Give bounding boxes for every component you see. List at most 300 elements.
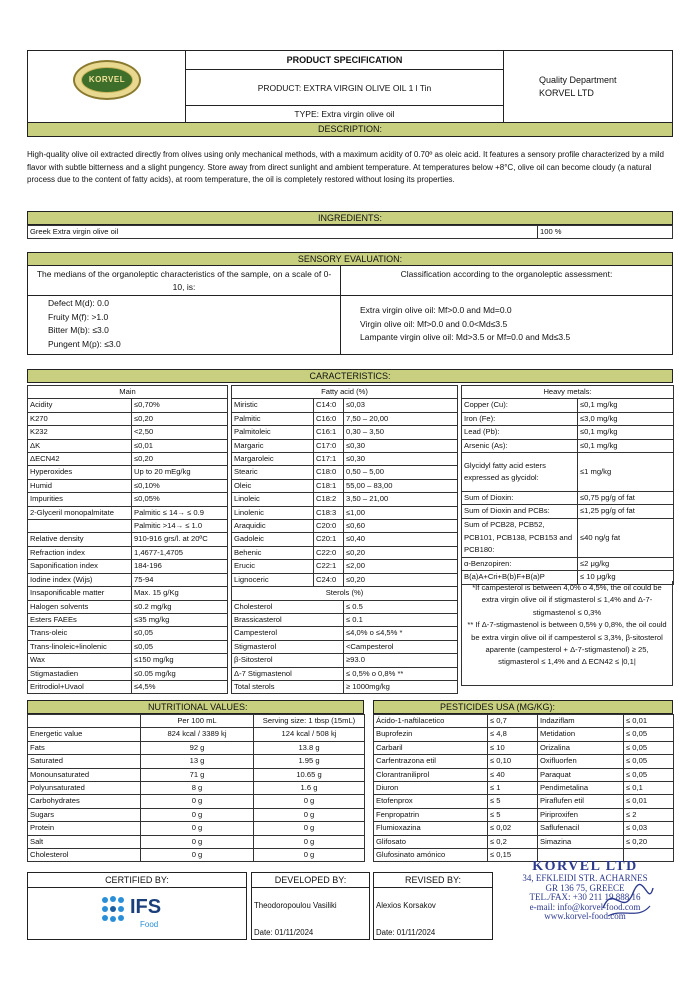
stamp-company: KORVEL LTD bbox=[532, 859, 638, 874]
nutrient-per100: 0 g bbox=[141, 822, 254, 835]
nutrient-per100: 0 g bbox=[141, 808, 254, 821]
main-row bbox=[28, 439, 228, 452]
main-row bbox=[28, 627, 228, 640]
fatty-range: ≤0,20 bbox=[344, 573, 458, 586]
fatty-code: C16:0 bbox=[314, 412, 344, 425]
fatty-name: Palmitic bbox=[232, 412, 314, 425]
description-heading: DESCRIPTION: bbox=[27, 123, 673, 137]
main-param: Impurities bbox=[28, 493, 132, 506]
nutrient-serving: 1.6 g bbox=[254, 782, 365, 795]
metal-limit: ≤3,0 mg/kg bbox=[578, 412, 674, 425]
pesticide-row bbox=[374, 808, 674, 821]
revised-heading: REVISED BY: bbox=[404, 875, 462, 885]
pesticide-name: Carbaril bbox=[374, 741, 488, 754]
main-row bbox=[28, 600, 228, 613]
class-virgin: Virgin olive oil: Mf>0.0 and 0.0<Md≤3.5 bbox=[360, 318, 508, 329]
class-extra-virgin: Extra virgin olive oil: Mf>0.0 and Md=0.0 bbox=[360, 305, 512, 315]
main-row bbox=[28, 412, 228, 425]
pesticide-limit: ≤ 0,05 bbox=[624, 768, 674, 781]
fatty-code: C18:2 bbox=[314, 493, 344, 506]
glycidyl-label: Glycidyl fatty acid esters expressed as glycidol: bbox=[462, 453, 578, 492]
fatty-name: Behenic bbox=[232, 546, 314, 559]
main-value: ≤0,01 bbox=[132, 439, 228, 452]
pesticide-row bbox=[374, 795, 674, 808]
title-cell bbox=[186, 51, 504, 70]
nutrition-row bbox=[28, 795, 365, 808]
product-type: TYPE: Extra virgin olive oil bbox=[294, 109, 395, 119]
revised-cell bbox=[373, 872, 493, 940]
main-param: K232 bbox=[28, 426, 132, 439]
pesticides-table bbox=[373, 714, 674, 862]
main-value: <2,50 bbox=[132, 426, 228, 439]
main-value: ≤0.2 mg/kg bbox=[132, 600, 228, 613]
median-bitter: Bitter M(b): ≤3.0 bbox=[48, 325, 109, 335]
developed-date: Date: 01/11/2024 bbox=[254, 928, 314, 937]
main-param: Eritrodiol+Uvaol bbox=[28, 680, 132, 693]
pesticide-row bbox=[374, 768, 674, 781]
main-param: ΔK bbox=[28, 439, 132, 452]
pesticide-name: Etofenprox bbox=[374, 795, 488, 808]
fatty-name: Araquidic bbox=[232, 520, 314, 533]
main-value: ≤4,5% bbox=[132, 680, 228, 693]
sterols-head: Sterols (%) bbox=[232, 587, 458, 600]
logo-text: KORVEL bbox=[88, 75, 126, 84]
main-row bbox=[28, 399, 228, 412]
main-row bbox=[28, 520, 228, 533]
main-row bbox=[28, 426, 228, 439]
fatty-range: 55,00 – 83,00 bbox=[344, 479, 458, 492]
nutrition-row bbox=[28, 782, 365, 795]
main-value: ≤0,05 bbox=[132, 640, 228, 653]
nutrient-serving: 0 g bbox=[254, 822, 365, 835]
sterol-value: ≤ 0.5 bbox=[344, 600, 458, 613]
fatty-code: C24:0 bbox=[314, 573, 344, 586]
sterol-row bbox=[232, 613, 458, 626]
nutrient-name: Saturated bbox=[28, 755, 141, 768]
nutrient-per100: 824 kcal / 3389 kj bbox=[141, 728, 254, 741]
nutrition-table bbox=[27, 714, 365, 862]
main-param: Hyperoxides bbox=[28, 466, 132, 479]
pesticide-limit: ≤ 0,03 bbox=[624, 822, 674, 835]
fatty-name: Margaroleic bbox=[232, 453, 314, 466]
glycidyl-row bbox=[462, 453, 674, 492]
main-param: Trans-linoleic+linolenic bbox=[28, 640, 132, 653]
nutrient-per100: 8 g bbox=[141, 782, 254, 795]
main-param: Iodine index (Wijs) bbox=[28, 573, 132, 586]
ingredients-heading: INGREDIENTS: bbox=[27, 211, 673, 225]
developed-heading: DEVELOPED BY: bbox=[274, 875, 347, 885]
main-value: ≤0,70% bbox=[132, 399, 228, 412]
nutrient-name: Fats bbox=[28, 741, 141, 754]
sensory-heading: SENSORY EVALUATION: bbox=[27, 252, 673, 266]
main-row bbox=[28, 573, 228, 586]
fatty-row bbox=[232, 439, 458, 452]
metals-table bbox=[461, 385, 674, 585]
fatty-range: ≤0,03 bbox=[344, 399, 458, 412]
main-value: 910-916 grs/l. at 20ºC bbox=[132, 533, 228, 546]
pesticide-name: Saflufenacil bbox=[538, 822, 624, 835]
fatty-row bbox=[232, 560, 458, 573]
main-param: Saponification index bbox=[28, 560, 132, 573]
pesticide-name: Pendimetalina bbox=[538, 782, 624, 795]
main-param: Refraction index bbox=[28, 546, 132, 559]
pesticide-name: Simazina bbox=[538, 835, 624, 848]
metal-name: Iron (Fe): bbox=[462, 412, 578, 425]
nutrient-serving: 124 kcal / 508 kj bbox=[254, 728, 365, 741]
benzo-limit: ≤ 10 μg/kg bbox=[578, 571, 674, 584]
main-value: ≤0,05 bbox=[132, 627, 228, 640]
main-param: Acidity bbox=[28, 399, 132, 412]
main-param bbox=[28, 520, 132, 533]
fatty-row bbox=[232, 573, 458, 586]
dioxin-limit: ≤1,25 pg/g of fat bbox=[578, 505, 674, 518]
pesticide-name: Clorantraniliprol bbox=[374, 768, 488, 781]
benzo-row bbox=[462, 557, 674, 570]
sterol-value: ≤4,0% o ≤4,5% * bbox=[344, 627, 458, 640]
pesticide-limit: ≤ 0,02 bbox=[488, 822, 538, 835]
sterol-value: ≤ 0,5% o 0,8% ** bbox=[344, 667, 458, 680]
sterol-name: Brassicasterol bbox=[232, 613, 344, 626]
pesticide-limit: ≤ 0,15 bbox=[488, 849, 538, 862]
footer-block bbox=[27, 872, 462, 940]
pcb-label: Sum of PCB28, PCB52, PCB101, PCB138, PCB153 and PCB180: bbox=[462, 518, 578, 557]
sterol-row bbox=[232, 627, 458, 640]
fatty-range: 3,50 – 21,00 bbox=[344, 493, 458, 506]
fatty-range: ≤2,00 bbox=[344, 560, 458, 573]
main-value: Palmitic ≤ 14→ ≤ 0.9 bbox=[132, 506, 228, 519]
stamp-web: www.korvel-food.com bbox=[544, 911, 626, 921]
main-param: Humid bbox=[28, 479, 132, 492]
median-fruity: Fruity M(f): >1.0 bbox=[48, 311, 109, 322]
type-cell bbox=[186, 106, 504, 122]
sterol-name: β-Sitosterol bbox=[232, 654, 344, 667]
pcb-value: ≤40 ng/g fat bbox=[578, 518, 674, 557]
fatty-name: Stearic bbox=[232, 466, 314, 479]
fatty-code: C18:1 bbox=[314, 479, 344, 492]
ingredient-pct: 100 % bbox=[538, 226, 673, 239]
nutrient-per100: 13 g bbox=[141, 755, 254, 768]
main-param: Esters FAEEs bbox=[28, 613, 132, 626]
developed-cell bbox=[251, 872, 370, 940]
stamp-email: e-mail: info@korvel-food.com bbox=[529, 901, 641, 912]
metal-limit: ≤0,1 mg/kg bbox=[578, 426, 674, 439]
pesticide-name: Orizalina bbox=[538, 741, 624, 754]
main-value: ≤0,05% bbox=[132, 493, 228, 506]
fatty-code: C18:0 bbox=[314, 466, 344, 479]
main-param: Trans-oleic bbox=[28, 627, 132, 640]
fatty-row bbox=[232, 399, 458, 412]
pcb-row bbox=[462, 518, 674, 557]
main-row bbox=[28, 453, 228, 466]
nutrient-per100: 71 g bbox=[141, 768, 254, 781]
ingredient-name: Greek Extra virgin olive oil bbox=[28, 226, 538, 239]
characteristics-heading: CARACTERISTICS: bbox=[27, 369, 673, 383]
main-value: ≤0.05 mg/kg bbox=[132, 667, 228, 680]
main-param: Wax bbox=[28, 654, 132, 667]
nutrient-name: Sugars bbox=[28, 808, 141, 821]
nutrient-per100: 0 g bbox=[141, 795, 254, 808]
pesticide-name: Flumioxazina bbox=[374, 822, 488, 835]
median-defect: Defect M(d): 0.0 bbox=[48, 298, 109, 308]
metals-head: Heavy metals: bbox=[462, 386, 674, 399]
fatty-name: Palmitoleic bbox=[232, 426, 314, 439]
main-value: ≤35 mg/kg bbox=[132, 613, 228, 626]
main-value: ≤150 mg/kg bbox=[132, 654, 228, 667]
main-row bbox=[28, 546, 228, 559]
product-cell bbox=[186, 70, 504, 106]
fatty-row bbox=[232, 466, 458, 479]
nutrient-serving: 1.95 g bbox=[254, 755, 365, 768]
sterol-name: Campesterol bbox=[232, 627, 344, 640]
pesticide-limit: ≤ 0,05 bbox=[624, 728, 674, 741]
pesticide-name: Fenpropatrin bbox=[374, 808, 488, 821]
main-value: ≤0,20 bbox=[132, 453, 228, 466]
main-row bbox=[28, 466, 228, 479]
nutrition-row bbox=[28, 835, 365, 848]
stamp-address2: GR 136 75, GREECE bbox=[545, 882, 625, 893]
pesticide-name: Oxifluorfen bbox=[538, 755, 624, 768]
main-row bbox=[28, 640, 228, 653]
fatty-range: 0,30 – 3,50 bbox=[344, 426, 458, 439]
pesticide-limit: ≤ 5 bbox=[488, 795, 538, 808]
fatty-code: C14:0 bbox=[314, 399, 344, 412]
metal-name: Arsenic (As): bbox=[462, 439, 578, 452]
fatty-row bbox=[232, 506, 458, 519]
sterol-row bbox=[232, 600, 458, 613]
sterol-value: ≤ 0.1 bbox=[344, 613, 458, 626]
main-row bbox=[28, 479, 228, 492]
metal-row bbox=[462, 412, 674, 425]
main-value: 75-94 bbox=[132, 573, 228, 586]
dioxin-name: Sum of Dioxin: bbox=[462, 492, 578, 505]
sterol-notes bbox=[461, 581, 673, 686]
description-text: High-quality olive oil extracted directly from olives using only mechanical methods, with a maximum acidity of 0.70º as oleic acid. It features a sensory profile characterized by a mild flavor with subtle bitterness and a slight pungency. Store away from direct sunlight and ambient temperature. At temperatures below +8°C, olive oil can become cloudy (a natural process due to the content of fatty acids), at room temperature, the oil is completely restored without losing its properties. bbox=[27, 150, 664, 185]
metal-limit: ≤0,1 mg/kg bbox=[578, 439, 674, 452]
pesticide-limit: ≤ 0,05 bbox=[624, 755, 674, 768]
sterols-head-row bbox=[232, 587, 458, 600]
nutrient-per100: 92 g bbox=[141, 741, 254, 754]
nutrition-row bbox=[28, 808, 365, 821]
sterol-row bbox=[232, 654, 458, 667]
main-row bbox=[28, 493, 228, 506]
main-row bbox=[28, 506, 228, 519]
fatty-head: Fatty acid (%) bbox=[232, 386, 458, 399]
fatty-range: 0,50 – 5,00 bbox=[344, 466, 458, 479]
metal-row bbox=[462, 426, 674, 439]
main-head: Main bbox=[28, 386, 228, 399]
pesticide-limit: ≤ 2 bbox=[624, 808, 674, 821]
nutrition-heading: NUTRITIONAL VALUES: bbox=[27, 700, 364, 714]
dioxin-name: Sum of Dioxin and PCBs: bbox=[462, 505, 578, 518]
pesticide-name: Carfentrazona etil bbox=[374, 755, 488, 768]
pesticide-name: Indaziflam bbox=[538, 715, 624, 728]
main-table bbox=[27, 385, 228, 694]
fatty-row bbox=[232, 412, 458, 425]
benzo-name: B(a)A+Cri+B(b)F+B(a)P bbox=[462, 571, 578, 584]
dept-line1: Quality Department bbox=[539, 75, 617, 85]
nutrition-row bbox=[28, 728, 365, 741]
main-row bbox=[28, 587, 228, 600]
stamp-address1: 34, EFKLEIDI STR. ACHARNES bbox=[522, 873, 648, 883]
pesticide-limit: ≤ 0,1 bbox=[624, 782, 674, 795]
pesticide-row bbox=[374, 741, 674, 754]
fatty-range: ≤0,30 bbox=[344, 453, 458, 466]
department-cell bbox=[504, 51, 672, 122]
nutrient-per100: 0 g bbox=[141, 835, 254, 848]
pesticide-limit: ≤ 0,01 bbox=[624, 715, 674, 728]
pesticide-row bbox=[374, 728, 674, 741]
fatty-table bbox=[231, 385, 458, 694]
revised-name: Alexios Korsakov bbox=[376, 901, 436, 910]
ifs-dots-icon bbox=[100, 895, 126, 925]
main-value: 184-196 bbox=[132, 560, 228, 573]
sensory-left-head: The medians of the organoleptic characteristics of the sample, on a scale of 0-10, is: bbox=[36, 269, 332, 292]
benzo-limit: ≤2 μg/kg bbox=[578, 557, 674, 570]
nutrition-row bbox=[28, 768, 365, 781]
fatty-code: C22:1 bbox=[314, 560, 344, 573]
certified-cell bbox=[27, 872, 247, 940]
logo-cell bbox=[28, 51, 186, 122]
median-list bbox=[48, 297, 121, 351]
nutrient-name: Energetic value bbox=[28, 728, 141, 741]
main-param: 2-Glyceril monopalmitate bbox=[28, 506, 132, 519]
main-param: K270 bbox=[28, 412, 132, 425]
pesticide-name: Metidation bbox=[538, 728, 624, 741]
pesticide-limit: ≤ 0,20 bbox=[624, 835, 674, 848]
metal-row bbox=[462, 439, 674, 452]
nutrient-serving: 0 g bbox=[254, 795, 365, 808]
nutrient-serving: 0 g bbox=[254, 849, 365, 862]
dioxin-row bbox=[462, 492, 674, 505]
stamp-tel: TEL./FAX: +30 211 19 888 16 bbox=[529, 892, 641, 902]
pesticide-name: Glufosinato amónico bbox=[374, 849, 488, 862]
main-value: Palmitic >14→ ≤ 1.0 bbox=[132, 520, 228, 533]
pesticide-limit: ≤ 1 bbox=[488, 782, 538, 795]
pesticide-limit: ≤ 0,2 bbox=[488, 835, 538, 848]
nutrition-row bbox=[28, 741, 365, 754]
pesticide-limit: ≤ 0,01 bbox=[624, 795, 674, 808]
fatty-name: Lignoceric bbox=[232, 573, 314, 586]
nutrient-serving: 13.8 g bbox=[254, 741, 365, 754]
pesticide-limit: ≤ 0,10 bbox=[488, 755, 538, 768]
fatty-code: C18:3 bbox=[314, 506, 344, 519]
metal-row bbox=[462, 399, 674, 412]
pesticide-limit: ≤ 0,7 bbox=[488, 715, 538, 728]
pesticide-name: Piriproxifen bbox=[538, 808, 624, 821]
certified-heading: CERTIFIED BY: bbox=[105, 875, 169, 885]
header-block bbox=[27, 50, 673, 123]
nutrient-name: Salt bbox=[28, 835, 141, 848]
fatty-range: 7,50 – 20,00 bbox=[344, 412, 458, 425]
pesticide-limit: ≤ 5 bbox=[488, 808, 538, 821]
metal-name: Lead (Pb): bbox=[462, 426, 578, 439]
sterol-row bbox=[232, 640, 458, 653]
metal-name: Copper (Cu): bbox=[462, 399, 578, 412]
fatty-row bbox=[232, 546, 458, 559]
korvel-logo bbox=[73, 60, 141, 100]
sensory-block bbox=[27, 265, 673, 355]
main-value: ≤0,20 bbox=[132, 412, 228, 425]
nutrition-col-per100: Per 100 mL bbox=[141, 715, 254, 728]
fatty-row bbox=[232, 533, 458, 546]
nutrition-row bbox=[28, 822, 365, 835]
fatty-name: Margaric bbox=[232, 439, 314, 452]
fatty-row bbox=[232, 493, 458, 506]
pesticide-name: Glifosato bbox=[374, 835, 488, 848]
dioxin-limit: ≤0,75 pg/g of fat bbox=[578, 492, 674, 505]
sterol-name: Δ-7 Stigmastenol bbox=[232, 667, 344, 680]
pesticide-limit: ≤ 40 bbox=[488, 768, 538, 781]
dept-line2: KORVEL LTD bbox=[539, 88, 594, 98]
pesticide-row bbox=[374, 755, 674, 768]
main-row bbox=[28, 667, 228, 680]
pesticide-name: Ácido-1-naftilacetico bbox=[374, 715, 488, 728]
stigmastenol-note: ** If Δ-7-stigmastenol is between 0,5% y 0,8%, the oil could be extra virgin olive oil if campesterol ≤ 3,3%, β-sitosterol aparente (campesterol + Δ-7-stigmastenol) ≥ 25, stigmasterol ≤ 1,4% and Δ ECN42 ≤ |0,1| bbox=[467, 620, 667, 667]
nutrient-name: Carbohydrates bbox=[28, 795, 141, 808]
main-param: Insaponificable matter bbox=[28, 587, 132, 600]
nutrition-col-serving: Serving size: 1 tbsp (15mL) bbox=[254, 715, 365, 728]
fatty-name: Erucic bbox=[232, 560, 314, 573]
fatty-row bbox=[232, 453, 458, 466]
main-row bbox=[28, 654, 228, 667]
sterol-row bbox=[232, 667, 458, 680]
main-param: Stigmastadien bbox=[28, 667, 132, 680]
glycidyl-value: ≤1 mg/kg bbox=[578, 453, 674, 492]
fatty-code: C20:1 bbox=[314, 533, 344, 546]
pesticides-heading: PESTICIDES USA (MG/KG): bbox=[373, 700, 673, 714]
ingredients-table bbox=[27, 225, 673, 239]
fatty-code: C20:0 bbox=[314, 520, 344, 533]
nutrient-name: Polyunsaturated bbox=[28, 782, 141, 795]
pesticide-row bbox=[374, 782, 674, 795]
fatty-row bbox=[232, 479, 458, 492]
main-row bbox=[28, 533, 228, 546]
main-value: ≤0,10% bbox=[132, 479, 228, 492]
pesticide-name: Buprofezin bbox=[374, 728, 488, 741]
pesticide-limit: ≤ 0,05 bbox=[624, 741, 674, 754]
page-title: PRODUCT SPECIFICATION bbox=[286, 55, 403, 65]
sterol-name: Stigmasterol bbox=[232, 640, 344, 653]
fatty-range: ≤0,40 bbox=[344, 533, 458, 546]
sensory-right-head: Classification according to the organoleptic assessment: bbox=[400, 269, 613, 279]
pesticide-row bbox=[374, 715, 674, 728]
ifs-logo bbox=[100, 893, 180, 933]
nutrient-serving: 10.65 g bbox=[254, 768, 365, 781]
fatty-code: C16:1 bbox=[314, 426, 344, 439]
developed-name: Theodoropoulou Vasiliki bbox=[254, 901, 337, 910]
nutrient-name: Monounsaturated bbox=[28, 768, 141, 781]
pesticide-name: Piraflufen etil bbox=[538, 795, 624, 808]
nutrition-row bbox=[28, 755, 365, 768]
pesticide-row bbox=[374, 822, 674, 835]
sterol-value: ≥93.0 bbox=[344, 654, 458, 667]
fatty-code: C22:0 bbox=[314, 546, 344, 559]
sterol-value: ≥ 1000mg/kg bbox=[344, 680, 458, 693]
main-param: Relative density bbox=[28, 533, 132, 546]
main-row bbox=[28, 613, 228, 626]
fatty-name: Linolenic bbox=[232, 506, 314, 519]
main-value: Up to 20 mEg/kg bbox=[132, 466, 228, 479]
pesticide-name: Paraquat bbox=[538, 768, 624, 781]
nutrient-name: Cholesterol bbox=[28, 849, 141, 862]
metal-limit: ≤0,1 mg/kg bbox=[578, 399, 674, 412]
pesticide-limit: ≤ 10 bbox=[488, 741, 538, 754]
fatty-range: ≤0,20 bbox=[344, 546, 458, 559]
fatty-name: Gadoleic bbox=[232, 533, 314, 546]
fatty-range: ≤0,60 bbox=[344, 520, 458, 533]
median-pungent: Pungent M(p): ≤3.0 bbox=[48, 338, 121, 349]
main-value: Max. 15 g/Kg bbox=[132, 587, 228, 600]
